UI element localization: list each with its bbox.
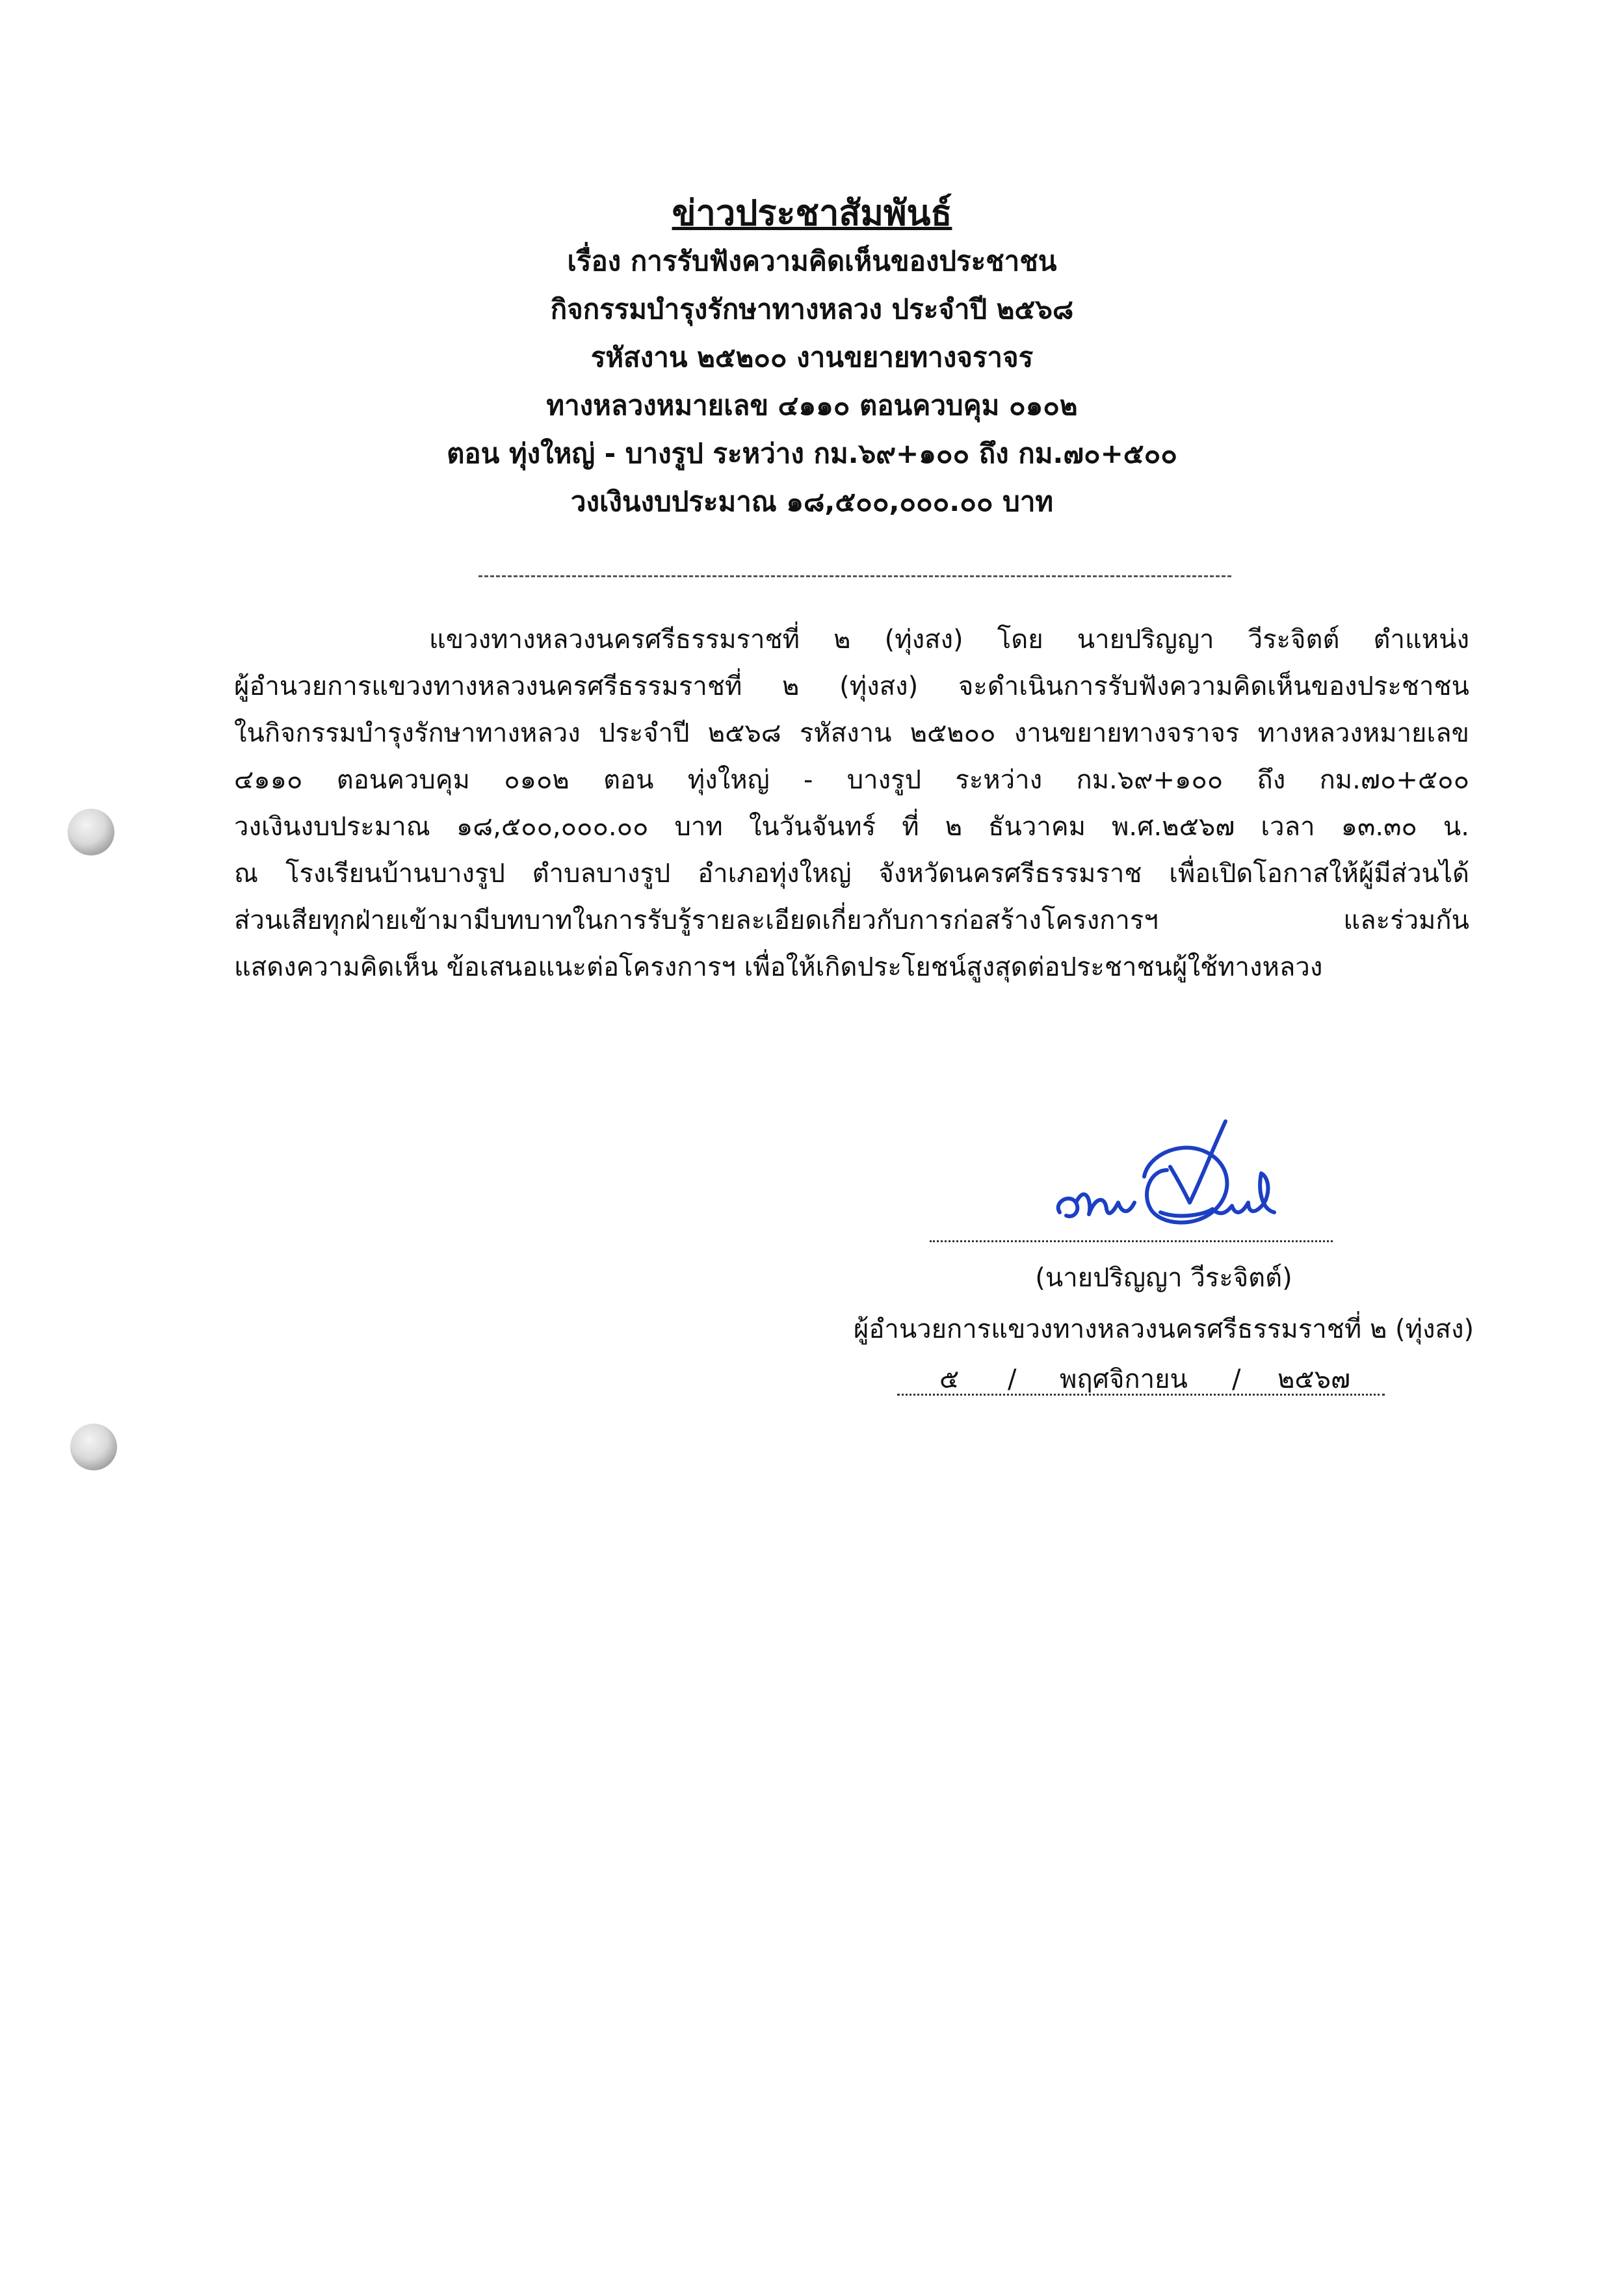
signature-date — [897, 1365, 1385, 1396]
body-line: ส่วนเสียทุกฝ่ายเข้ามามีบทบาทในการรับรู้รายละเอียดเกี่ยวกับการก่อสร้างโครงการฯ และร่วมกัน — [234, 906, 1469, 935]
signature-line — [930, 1240, 1333, 1242]
body-line: วงเงินงบประมาณ ๑๘,๕๐๐,๐๐๐.๐๐ บาท ในวันจันทร์ ที่ ๒ ธันวาคม พ.ศ.๒๕๖๗ เวลา ๑๓.๓๐ น. — [234, 812, 1469, 842]
body-line: แขวงทางหลวงนครศรีธรรมราชที่ ๒ (ทุ่งสง) โดย นายปริญญา วีระจิตต์ ตำแหน่ง — [429, 625, 1469, 655]
handwritten-signature — [1047, 1105, 1281, 1235]
signer-name: (นายปริญญา วีระจิตต์) — [1035, 1263, 1292, 1293]
date-month: พฤศจิกายน — [1060, 1364, 1188, 1394]
body-line: ณ โรงเรียนบ้านบางรูป ตำบลบางรูป อำเภอทุ่งใหญ่ จังหวัดนครศรีธรรมราช เพื่อเปิดโอกาสให้ผู้มีส่วนได้ — [234, 859, 1469, 889]
body-line: ผู้อำนวยการแขวงทางหลวงนครศรีธรรมราชที่ ๒ (ทุ่งสง) จะดำเนินการรับฟังความคิดเห็นของประชาชน — [234, 671, 1469, 701]
subject-line: เรื่อง การรับฟังความคิดเห็นของประชาชน — [567, 245, 1057, 277]
body-line: แสดงความคิดเห็น ข้อเสนอแนะต่อโครงการฯ เพื่อให้เกิดประโยชน์สูงสุดต่อประชาชนผู้ใช้ทางหลวง — [234, 952, 1323, 982]
date-day: ๕ — [939, 1364, 960, 1394]
activity-line: กิจกรรมบำรุงรักษาทางหลวง ประจำปี ๒๕๖๘ — [550, 293, 1074, 325]
date-separator: / — [1008, 1364, 1017, 1394]
punch-hole — [68, 809, 114, 855]
document-header — [0, 192, 1624, 536]
body-line: ในกิจกรรมบำรุงรักษาทางหลวง ประจำปี ๒๕๖๘ รหัสงาน ๒๕๒๐๐ งานขยายทางจราจร ทางหลวงหมายเลข — [234, 718, 1469, 748]
document-title: ข่าวประชาสัมพันธ์ — [672, 192, 952, 233]
date-year: ๒๕๖๗ — [1277, 1364, 1351, 1394]
punch-hole — [70, 1424, 117, 1470]
highway-number-line: ทางหลวงหมายเลข ๔๑๑๐ ตอนควบคุม ๐๑๐๒ — [546, 389, 1078, 421]
date-separator: / — [1232, 1364, 1241, 1394]
body-line: ๔๑๑๐ ตอนควบคุม ๐๑๐๒ ตอน ทุ่งใหญ่ - บางรูป ระหว่าง กม.๖๙+๑๐๐ ถึง กม.๗๐+๕๐๐ — [234, 765, 1469, 795]
budget-line: วงเงินงบประมาณ ๑๘,๕๐๐,๐๐๐.๐๐ บาท — [570, 486, 1054, 517]
body-paragraph — [234, 616, 1469, 991]
signer-position: ผู้อำนวยการแขวงทางหลวงนครศรีธรรมราชที่ ๒ (ทุ่งสง) — [853, 1314, 1474, 1344]
section-line: ตอน ทุ่งใหญ่ - บางรูป ระหว่าง กม.๖๙+๑๐๐ ถึง กม.๗๐+๕๐๐ — [447, 437, 1177, 469]
work-code-line: รหัสงาน ๒๕๒๐๐ งานขยายทางจราจร — [590, 341, 1034, 373]
header-divider — [478, 575, 1231, 577]
